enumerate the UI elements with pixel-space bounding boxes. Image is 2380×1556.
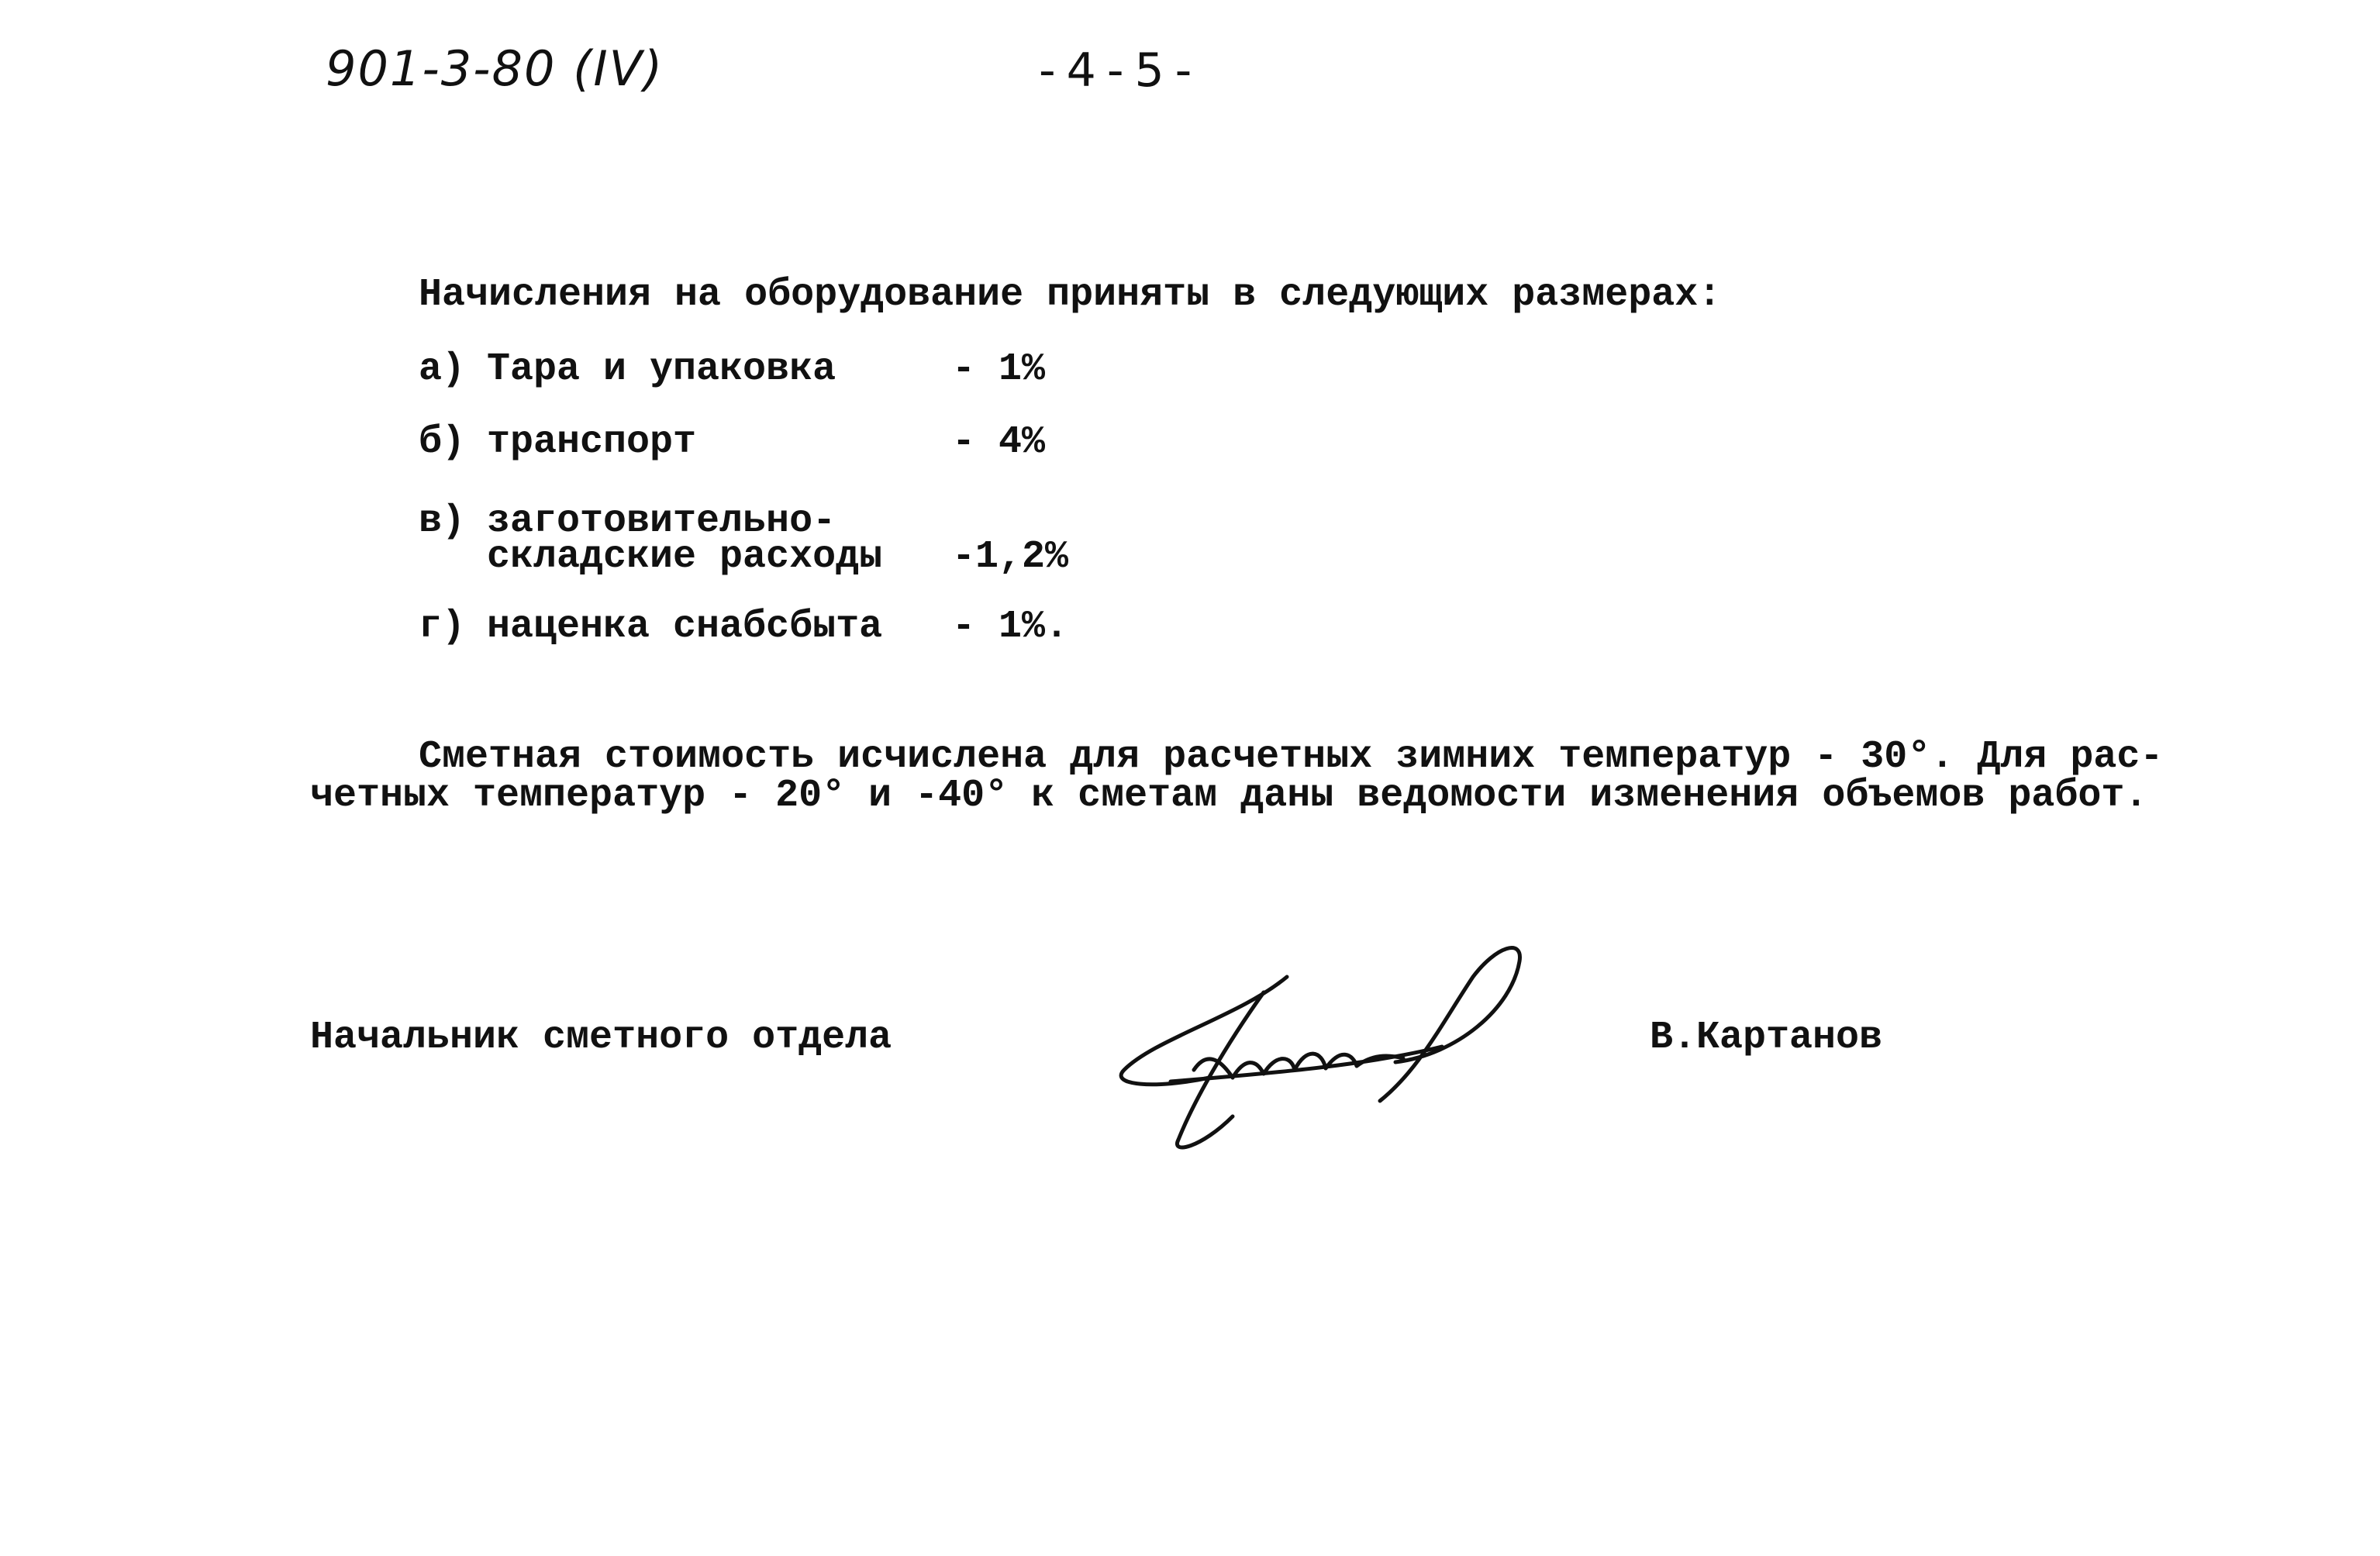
document-code: 901-3-80 (IV) <box>326 40 664 97</box>
item-d-value: - 1%. <box>952 605 1069 649</box>
signatory-name: В.Картанов <box>1650 1016 1883 1060</box>
page-number: -4-5- <box>1039 43 1203 98</box>
signatory-title: Начальник сметного отдела <box>310 1016 892 1060</box>
item-a-marker: а) <box>419 347 466 392</box>
item-c-label-line2: складские расходы <box>487 535 883 579</box>
item-b-label: транспорт <box>487 420 697 464</box>
item-d-label: наценка снабсбыта <box>487 605 883 649</box>
item-a-label: Тара и упаковка <box>487 347 836 392</box>
intro-text: Начисления на оборудование приняты в следующих размерах: <box>419 273 1722 317</box>
paragraph-line-1: Сметная стоимость исчислена для расчетных зимних температур - 30°. Для рас- <box>419 735 2164 779</box>
paragraph-line-2: четных температур - 20° и -40° к сметам даны ведомости изменения объемов работ. <box>310 774 2148 818</box>
item-c-label-line1: заготовительно- <box>487 499 836 543</box>
item-b-marker: б) <box>419 420 466 464</box>
item-a-value: - 1% <box>952 347 1046 392</box>
item-c-marker: в) <box>419 499 466 543</box>
item-d-marker: г) <box>419 605 466 649</box>
item-c-value: -1,2% <box>952 535 1069 579</box>
item-b-value: - 4% <box>952 420 1046 464</box>
handwritten-signature <box>1109 930 1527 1155</box>
